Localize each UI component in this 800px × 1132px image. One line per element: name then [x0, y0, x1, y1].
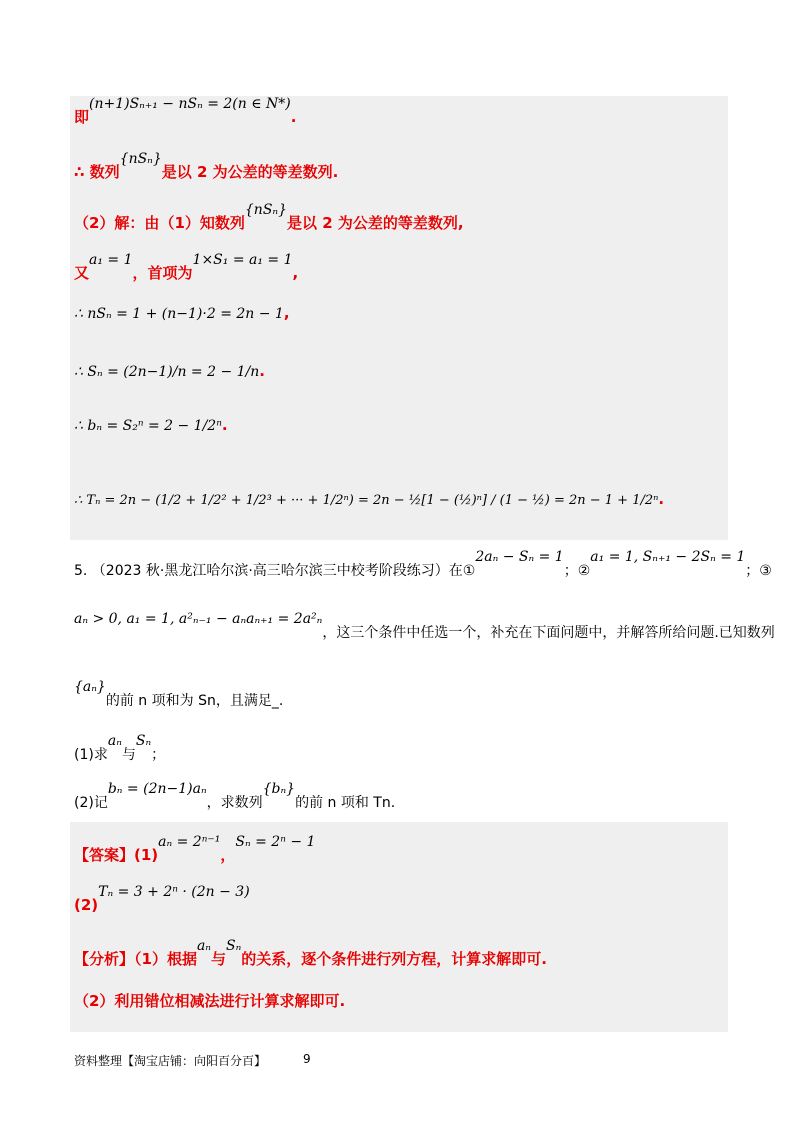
solution-line-5: ∴ nSₙ = 1 + (n−1)·2 = 2n − 1,	[74, 304, 290, 322]
solution-line-4: 又a₁ = 1，首项为1×S₁ = a₁ = 1,	[74, 252, 299, 282]
answer-line-2: (2)Tₙ = 3 + 2ⁿ · (2n − 3)	[74, 884, 250, 914]
solution-line-6: ∴ Sₙ = (2n−1)/n = 2 − 1/n.	[74, 362, 265, 380]
problem-line-2: aₙ > 0, a₁ = 1, a²ₙ₋₁ − aₙaₙ₊₁ = 2a²ₙ，这三个条件中任选一个，补充在下面问题中，并解答所给问题.已知数列	[74, 611, 775, 641]
problem-part-1: (1)求aₙ与Sₙ；	[74, 733, 166, 763]
answer-line-1: 【答案】(1)aₙ = 2ⁿ⁻¹，Sₙ = 2ⁿ − 1	[74, 834, 316, 864]
problem-line-3: {aₙ}的前 n 项和为 Sn，且满足_.	[74, 679, 284, 709]
solution-line-1: 即(n+1)Sₙ₊₁ − nSₙ = 2(n ∈ N*).	[74, 96, 297, 126]
solution-line-2: ∴ 数列{nSₙ}是以 2 为公差的等差数列.	[74, 151, 339, 181]
footer-text: 资料整理【淘宝店铺：向阳百分百】	[74, 1054, 267, 1068]
analysis-line-2: （2）利用错位相减法进行计算求解即可.	[74, 992, 346, 1010]
problem-part-2: (2)记bₙ = (2n−1)aₙ，求数列{bₙ}的前 n 项和 Tn.	[74, 781, 396, 811]
analysis-line-1: 【分析】（1）根据aₙ与Sₙ的关系，逐个条件进行列方程，计算求解即可.	[74, 938, 547, 968]
solution-line-3: （2）解：由（1）知数列{nSₙ}是以 2 为公差的等差数列,	[74, 202, 464, 232]
problem-line-1: 5. （2023 秋·黑龙江哈尔滨·高三哈尔滨三中校考阶段练习）在①2aₙ − Sₙ = 1；②a₁ = 1, Sₙ₊₁ − 2Sₙ = 1；③	[74, 549, 772, 579]
solution-line-8: ∴ Tₙ = 2n − (1/2 + 1/2² + 1/2³ + ··· + 1/2ⁿ) = 2n − ½[1 − (½)ⁿ] / (1 − ½) = 2n − 1 + 1/2ⁿ.	[74, 490, 665, 508]
page-number: 9	[303, 1052, 311, 1066]
solution-line-7: ∴ bₙ = S₂ⁿ = 2 − 1/2ⁿ.	[74, 416, 228, 434]
